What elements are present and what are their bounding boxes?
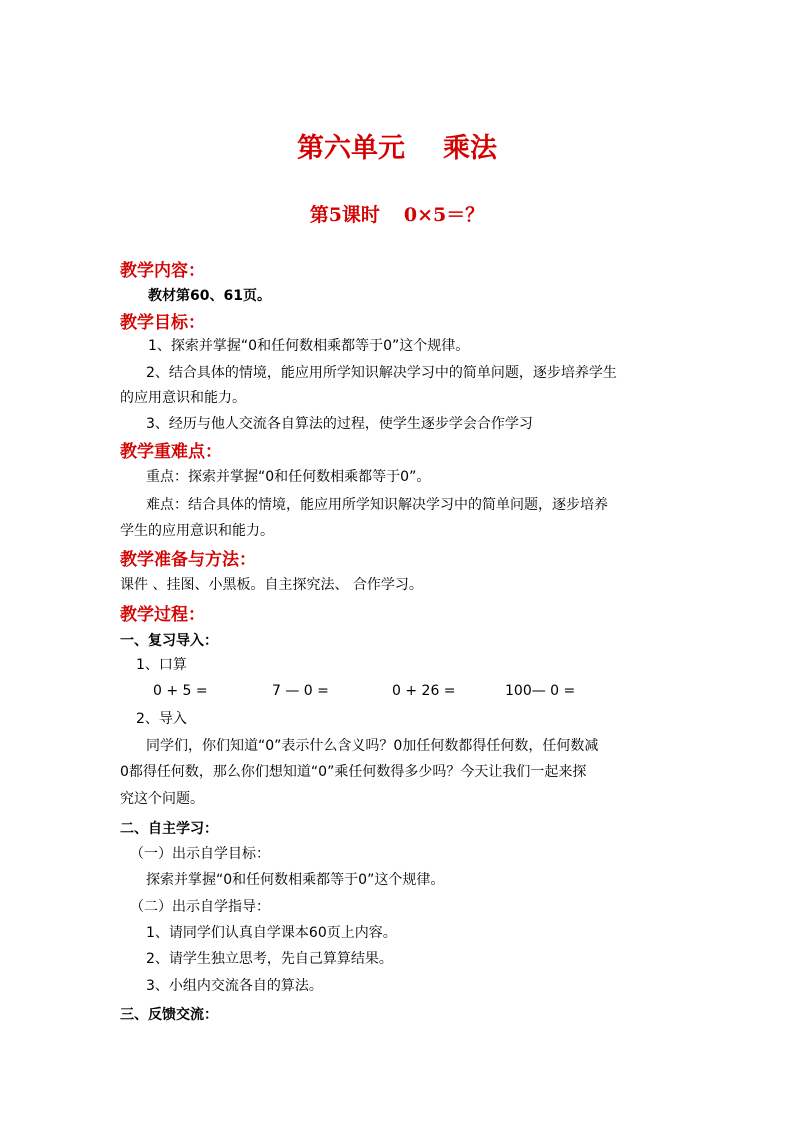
calc-item-1: 0 + 5 = — [153, 683, 208, 699]
preparation-text: 课件 、挂图、小黑板。自主探究法、 合作学习。 — [120, 577, 423, 593]
self-study-guide-label: （二）出示自学指导： — [130, 899, 270, 915]
guide-item-3: 3、小组内交流各自的算法。 — [146, 978, 323, 994]
content-text: 教材第60、61页。 — [148, 288, 271, 304]
unit-label: 第六单元 — [297, 133, 405, 164]
self-study-goal-text: 探索并掌握“0和任何数相乘都等于0”这个规律。 — [146, 872, 445, 888]
difficulty-line-1: 难点：结合具体的情境，能应用所学知识解决学习中的简单问题，逐步培养 — [146, 497, 608, 513]
unit-topic: 乘法 — [443, 133, 497, 164]
intro-line-2: 0都得任何数，那么你们想知道“0”乘任何数得多少吗？今天让我们一起来探 — [120, 764, 587, 780]
focus-text: 重点：探索并掌握“0和任何数相乘都等于0”。 — [146, 469, 431, 485]
intro-line-3: 究这个问题。 — [120, 791, 204, 807]
guide-item-1: 1、请同学们认真自学课本60页上内容。 — [146, 925, 397, 941]
intro-label: 2、导入 — [136, 711, 187, 727]
preparation-heading: 教学准备与方法： — [120, 550, 256, 570]
goal-3: 3、经历与他人交流各自算法的过程，使学生逐步学会合作学习 — [146, 416, 533, 432]
goals-heading: 教学目标： — [120, 313, 205, 333]
process-heading: 教学过程： — [120, 605, 205, 625]
calc-item-2: 7 — 0 = — [272, 683, 329, 699]
section-3-title: 三、反馈交流： — [120, 1007, 218, 1023]
key-points-heading: 教学重难点： — [120, 442, 222, 462]
goal-1: 1、探索并掌握“0和任何数相乘都等于0”这个规律。 — [148, 338, 470, 354]
section-1-title: 一、复习导入： — [120, 633, 218, 649]
intro-line-1: 同学们，你们知道“0”表示什么含义吗？0加任何数都得任何数，任何数减 — [146, 738, 599, 754]
lesson-title — [0, 200, 794, 227]
self-study-goal-label: （一）出示自学目标： — [130, 846, 270, 862]
calc-item-4: 100— 0 = — [505, 683, 576, 699]
guide-item-2: 2、请学生独立思考，先自己算算结果。 — [146, 951, 393, 967]
lesson-equation: 0×5＝？ — [403, 204, 485, 226]
goal-2-line-2: 的应用意识和能力。 — [120, 390, 246, 406]
oral-calc-label: 1、口算 — [136, 657, 187, 673]
content-heading: 教学内容： — [120, 261, 205, 281]
lesson-label: 第5课时 — [309, 204, 380, 226]
difficulty-line-2: 学生的应用意识和能力。 — [120, 523, 274, 539]
goal-2-line-1: 2、结合具体的情境，能应用所学知识解决学习中的简单问题，逐步培养学生 — [146, 365, 617, 381]
calc-item-3: 0 + 26 = — [392, 683, 456, 699]
section-2-title: 二、自主学习： — [120, 821, 218, 837]
unit-title — [0, 126, 794, 165]
